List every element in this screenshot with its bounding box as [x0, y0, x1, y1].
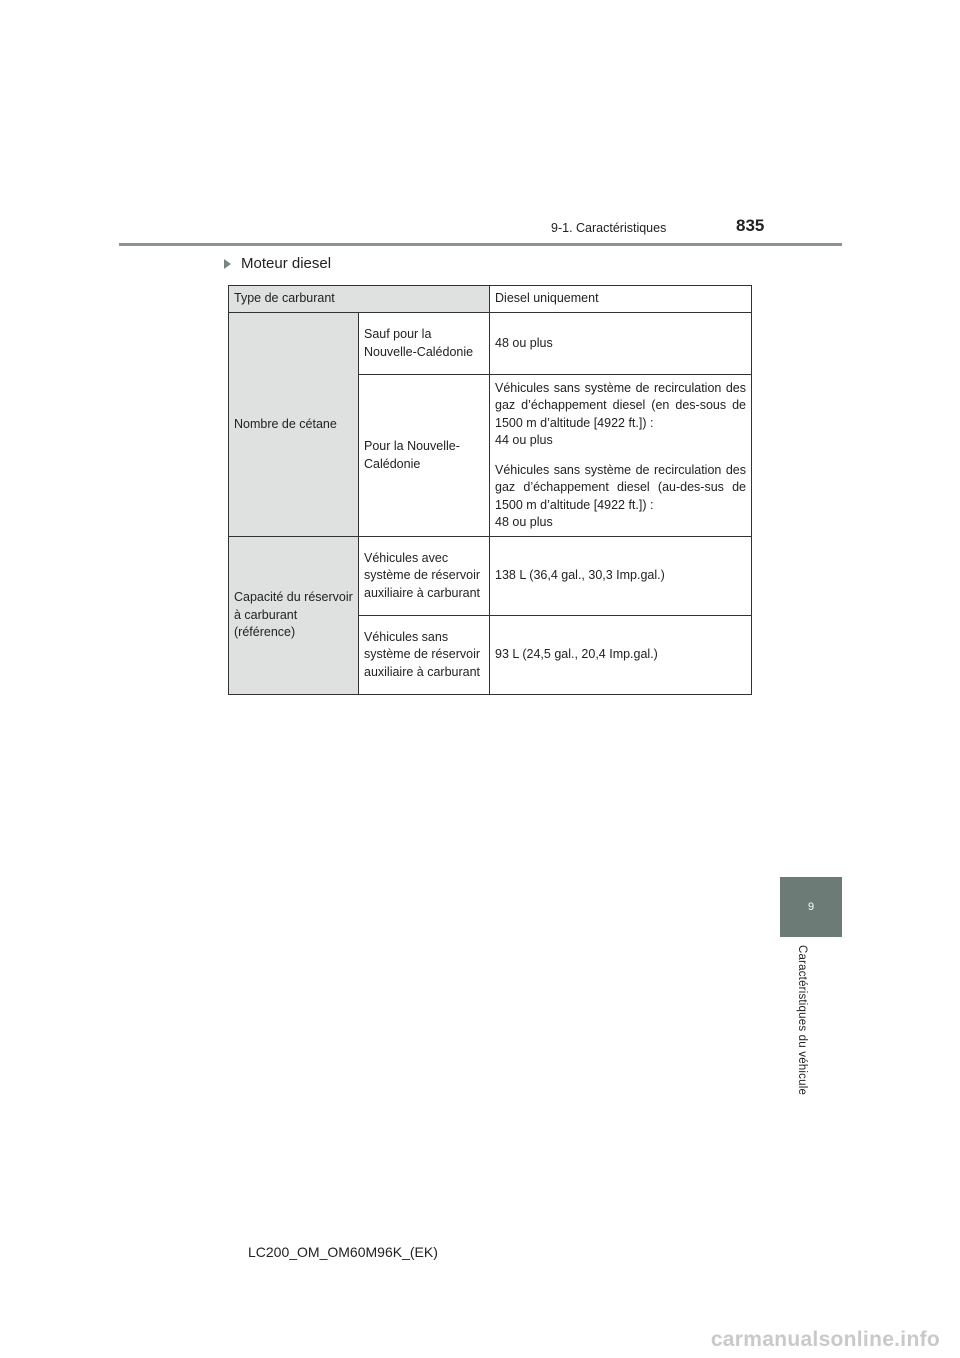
- fuel-type-value: Diesel uniquement: [490, 286, 752, 313]
- chapter-number: 9: [807, 901, 815, 913]
- triangle-bullet-icon: [224, 259, 231, 269]
- fuel-type-label: Type de carburant: [229, 286, 490, 313]
- page-number: 835: [736, 216, 765, 235]
- capacity-value: 138 L (36,4 gal., 30,3 Imp.gal.): [490, 537, 752, 616]
- capacity-condition: Véhicules avec système de réservoir auxiliaire à carburant: [359, 537, 490, 616]
- watermark: carmanualsonline.info: [710, 1328, 940, 1351]
- condition-text: Véhicules sans système de recirculation des gaz d’échappement diesel (au-des-sus de 1500 m d’altitude [4922 ft.]) :: [495, 462, 747, 512]
- cetane-value: [490, 375, 752, 537]
- condition-text: Véhicules sans système de recirculation des gaz d’échappement diesel (en des-sous de 1500 m d’altitude [4922 ft.]) :: [495, 380, 747, 430]
- cetane-value-text: [495, 380, 746, 450]
- table-row: [229, 537, 752, 616]
- cetane-value: [490, 313, 752, 375]
- cetane-value-text: [495, 462, 746, 532]
- section-heading: [224, 255, 331, 272]
- footer-document-code: LC200_OM_OM60M96K_(EK): [248, 1244, 438, 1260]
- section-heading-text: Moteur diesel: [241, 255, 332, 272]
- value-text: 44 ou plus: [495, 433, 553, 447]
- cetane-label: Nombre de cétane: [229, 313, 359, 537]
- cetane-condition: Sauf pour la Nouvelle-Calédonie: [359, 313, 490, 375]
- chapter-label: Caractéristiques du véhicule: [796, 945, 808, 1096]
- capacity-condition: Véhicules sans système de réservoir auxiliaire à carburant: [359, 616, 490, 695]
- chapter-tab: [780, 877, 842, 937]
- cetane-condition: Pour la Nouvelle-Calédonie: [359, 375, 490, 537]
- header-divider: [119, 243, 842, 246]
- capacity-label: Capacité du réservoir à carburant (référence): [229, 537, 359, 695]
- fuel-spec-table: [228, 285, 752, 695]
- table-row: [229, 313, 752, 375]
- table-row: [229, 286, 752, 313]
- running-header-section: 9-1. Caractéristiques: [551, 221, 667, 235]
- capacity-value: 93 L (24,5 gal., 20,4 Imp.gal.): [490, 616, 752, 695]
- value-text: 48 ou plus: [495, 515, 553, 529]
- cetane-value-text: 48 ou plus: [495, 335, 553, 350]
